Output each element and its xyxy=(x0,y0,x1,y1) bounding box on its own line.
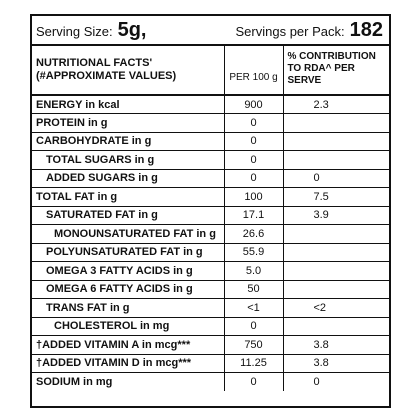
nutrient-per-100g: 900 xyxy=(224,95,283,114)
table-row xyxy=(32,262,389,281)
servings-per-pack-label: Servings per Pack: xyxy=(235,23,345,39)
column-header-nutrient-line1: NUTRITIONAL FACTS' xyxy=(36,57,153,69)
nutrient-name: POLYUNSATURATED FAT in g xyxy=(32,243,224,262)
nutrient-per-100g: 11.25 xyxy=(224,354,283,373)
nutrient-per-100g: 0 xyxy=(224,132,283,151)
nutrition-table-body xyxy=(32,95,389,391)
table-row xyxy=(32,206,389,225)
nutrient-per-100g: 100 xyxy=(224,188,283,207)
nutrient-per-100g: 0 xyxy=(224,169,283,188)
column-header-nutrient xyxy=(32,46,224,95)
table-row xyxy=(32,243,389,262)
serving-size xyxy=(36,19,147,42)
nutrient-per-100g: 0 xyxy=(224,373,283,392)
nutrient-name: OMEGA 3 FATTY ACIDS in g xyxy=(32,262,224,281)
table-row xyxy=(32,280,389,299)
nutrient-rda-percent xyxy=(283,114,389,133)
column-header-per-100g: PER 100 g xyxy=(224,46,283,95)
column-header-rda-line1: % CONTRIBUTION xyxy=(287,51,376,62)
serving-size-value: 5g, xyxy=(117,18,147,41)
nutrient-per-100g: 55.9 xyxy=(224,243,283,262)
nutrient-name: SODIUM in mg xyxy=(32,373,224,392)
nutrient-rda-percent xyxy=(283,225,389,244)
nutrient-name: OMEGA 6 FATTY ACIDS in g xyxy=(32,280,224,299)
table-row xyxy=(32,336,389,355)
nutrient-per-100g: 0 xyxy=(224,317,283,336)
nutrient-rda-percent: 3.8 xyxy=(283,336,389,355)
nutrient-name: TOTAL FAT in g xyxy=(32,188,224,207)
nutrient-rda-percent xyxy=(283,243,389,262)
table-row xyxy=(32,225,389,244)
table-row xyxy=(32,373,389,392)
nutrient-per-100g: 26.6 xyxy=(224,225,283,244)
nutrient-per-100g: 17.1 xyxy=(224,206,283,225)
nutrient-name: TRANS FAT in g xyxy=(32,299,224,318)
table-row xyxy=(32,132,389,151)
column-header-rda xyxy=(283,46,389,95)
column-header-nutrient-line2: (#APPROXIMATE VALUES) xyxy=(36,70,177,82)
nutrition-table xyxy=(32,46,389,391)
servings-per-pack xyxy=(236,19,383,42)
nutrient-name: SATURATED FAT in g xyxy=(32,206,224,225)
nutrient-name: †ADDED VITAMIN A in mcg*** xyxy=(32,336,224,355)
nutrient-rda-percent: <2 xyxy=(283,299,389,318)
nutrient-rda-percent: 2.3 xyxy=(283,95,389,114)
nutrient-name: TOTAL SUGARS in g xyxy=(32,151,224,170)
table-row xyxy=(32,354,389,373)
column-header-rda-line2: TO RDA^ PER xyxy=(287,63,355,74)
nutrient-rda-percent: 7.5 xyxy=(283,188,389,207)
nutrient-per-100g: 750 xyxy=(224,336,283,355)
nutrient-rda-percent: 3.9 xyxy=(283,206,389,225)
nutrition-table-header xyxy=(32,46,389,95)
nutrient-name: ADDED SUGARS in g xyxy=(32,169,224,188)
serving-info-row xyxy=(32,16,389,46)
nutrient-name: CARBOHYDRATE in g xyxy=(32,132,224,151)
nutrient-per-100g: 0 xyxy=(224,114,283,133)
table-row xyxy=(32,114,389,133)
nutrient-per-100g: 0 xyxy=(224,151,283,170)
servings-per-pack-value: 182 xyxy=(349,18,383,41)
nutrient-name: MONOUNSATURATED FAT in g xyxy=(32,225,224,244)
table-row xyxy=(32,169,389,188)
nutrient-name: †ADDED VITAMIN D in mcg*** xyxy=(32,354,224,373)
nutrient-rda-percent xyxy=(283,317,389,336)
serving-size-label: Serving Size: xyxy=(36,23,113,39)
table-row xyxy=(32,188,389,207)
nutrient-name: PROTEIN in g xyxy=(32,114,224,133)
column-header-rda-line3: SERVE xyxy=(287,75,322,86)
nutrient-rda-percent: 0 xyxy=(313,376,320,388)
nutrient-rda-percent xyxy=(283,151,389,170)
table-row xyxy=(32,95,389,114)
nutrient-per-100g: 5.0 xyxy=(224,262,283,281)
nutrition-facts-panel xyxy=(30,14,391,408)
nutrient-rda-percent: 0 xyxy=(283,169,389,188)
nutrient-per-100g: <1 xyxy=(224,299,283,318)
nutrient-rda-percent xyxy=(283,262,389,281)
nutrient-per-100g: 50 xyxy=(224,280,283,299)
nutrient-rda-percent xyxy=(283,132,389,151)
nutrient-name: ENERGY in kcal xyxy=(32,95,224,114)
table-row xyxy=(32,317,389,336)
table-row xyxy=(32,151,389,170)
nutrient-rda-percent xyxy=(283,280,389,299)
table-row xyxy=(32,299,389,318)
nutrient-rda-percent: 3.8 xyxy=(283,354,389,373)
nutrient-name: CHOLESTEROL in mg xyxy=(32,317,224,336)
